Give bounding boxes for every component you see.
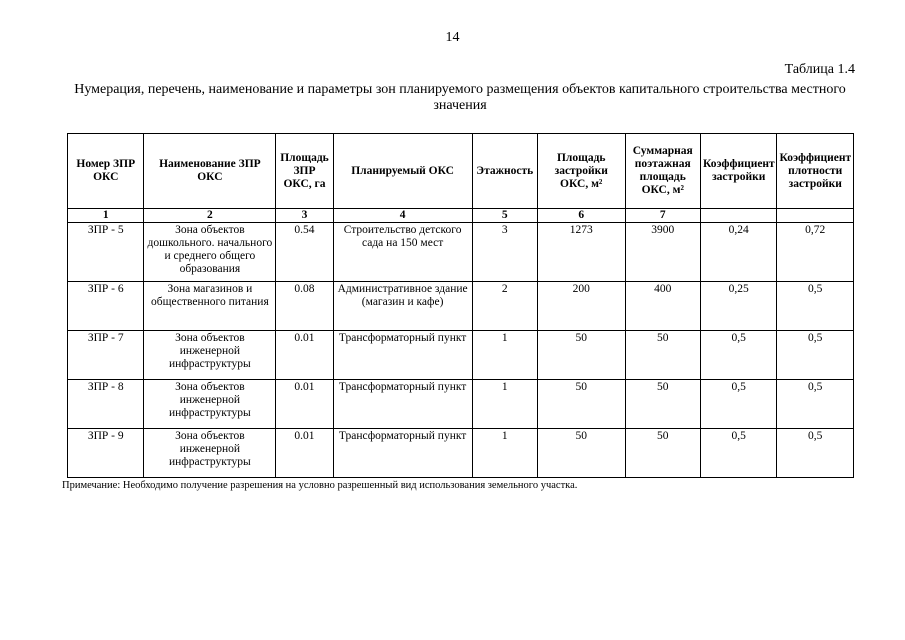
building-area-cell: 50 <box>537 380 625 429</box>
building-area-cell: 200 <box>537 282 625 331</box>
parameters-table <box>67 133 854 478</box>
column-number: 5 <box>472 209 537 223</box>
column-number: 6 <box>537 209 625 223</box>
zone-name-cell: Зона объектов инженерной инфраструктуры <box>144 429 276 478</box>
floors-cell: 1 <box>472 429 537 478</box>
header-cell: Планируемый ОКС <box>333 134 472 209</box>
table-row <box>68 429 854 478</box>
floors-cell: 2 <box>472 282 537 331</box>
zone-area-cell: 0.01 <box>276 429 333 478</box>
planned-object-cell: Трансформаторный пункт <box>333 331 472 380</box>
density-coefficient-cell: 0,5 <box>777 331 854 380</box>
column-number <box>700 209 776 223</box>
zone-number-cell: ЗПР - 9 <box>68 429 144 478</box>
table-label: Таблица 1.4 <box>784 62 855 77</box>
table-row <box>68 331 854 380</box>
density-coefficient-cell: 0,5 <box>777 380 854 429</box>
total-floor-area-cell: 50 <box>625 380 700 429</box>
header-cell: Коэффициент застройки <box>700 134 776 209</box>
column-number: 7 <box>625 209 700 223</box>
building-coefficient-cell: 0,5 <box>700 429 776 478</box>
column-number-row <box>68 209 854 223</box>
column-number: 2 <box>144 209 276 223</box>
column-number <box>777 209 854 223</box>
density-coefficient-cell: 0,5 <box>777 282 854 331</box>
zone-number-cell: ЗПР - 6 <box>68 282 144 331</box>
planned-object-cell: Строительство детского сада на 150 мест <box>333 223 472 282</box>
zone-number-cell: ЗПР - 5 <box>68 223 144 282</box>
floors-cell: 1 <box>472 331 537 380</box>
header-cell: Коэффициент плотности застройки <box>777 134 854 209</box>
header-cell: Суммарная поэтажная площадь ОКС, м² <box>625 134 700 209</box>
building-coefficient-cell: 0,5 <box>700 331 776 380</box>
table-row <box>68 380 854 429</box>
column-number: 3 <box>276 209 333 223</box>
column-number: 4 <box>333 209 472 223</box>
floors-cell: 1 <box>472 380 537 429</box>
zone-number-cell: ЗПР - 7 <box>68 331 144 380</box>
zone-number-cell: ЗПР - 8 <box>68 380 144 429</box>
total-floor-area-cell: 400 <box>625 282 700 331</box>
planned-object-cell: Административное здание (магазин и кафе) <box>333 282 472 331</box>
zone-name-cell: Зона магазинов и общественного питания <box>144 282 276 331</box>
zone-area-cell: 0.08 <box>276 282 333 331</box>
page-number: 14 <box>445 30 460 45</box>
planned-object-cell: Трансформаторный пункт <box>333 429 472 478</box>
building-area-cell: 50 <box>537 331 625 380</box>
column-number: 1 <box>68 209 144 223</box>
density-coefficient-cell: 0,72 <box>777 223 854 282</box>
header-cell: Этажность <box>472 134 537 209</box>
header-cell: Площадь застройки ОКС, м² <box>537 134 625 209</box>
table-title: Нумерация, перечень, наименование и параметры зон планируемого размещения объектов капитального строительства местного значения <box>74 82 846 113</box>
total-floor-area-cell: 50 <box>625 429 700 478</box>
zone-name-cell: Зона объектов инженерной инфраструктуры <box>144 380 276 429</box>
header-cell: Номер ЗПР ОКС <box>68 134 144 209</box>
table-note: Примечание: Необходимо получение разрешения на условно разрешенный вид использования земельного участка. <box>62 480 578 491</box>
zone-name-cell: Зона объектов инженерной инфраструктуры <box>144 331 276 380</box>
total-floor-area-cell: 3900 <box>625 223 700 282</box>
building-area-cell: 50 <box>537 429 625 478</box>
zone-area-cell: 0.54 <box>276 223 333 282</box>
zone-area-cell: 0.01 <box>276 331 333 380</box>
building-coefficient-cell: 0,24 <box>700 223 776 282</box>
floors-cell: 3 <box>472 223 537 282</box>
table-row <box>68 282 854 331</box>
building-coefficient-cell: 0,25 <box>700 282 776 331</box>
header-cell: Наименование ЗПР ОКС <box>144 134 276 209</box>
header-cell: Площадь ЗПР ОКС, га <box>276 134 333 209</box>
zone-area-cell: 0.01 <box>276 380 333 429</box>
table-row <box>68 223 854 282</box>
building-coefficient-cell: 0,5 <box>700 380 776 429</box>
planned-object-cell: Трансформаторный пункт <box>333 380 472 429</box>
header-row <box>68 134 854 209</box>
zone-name-cell: Зона объектов дошкольного. начального и среднего общего образования <box>144 223 276 282</box>
building-area-cell: 1273 <box>537 223 625 282</box>
total-floor-area-cell: 50 <box>625 331 700 380</box>
density-coefficient-cell: 0,5 <box>777 429 854 478</box>
